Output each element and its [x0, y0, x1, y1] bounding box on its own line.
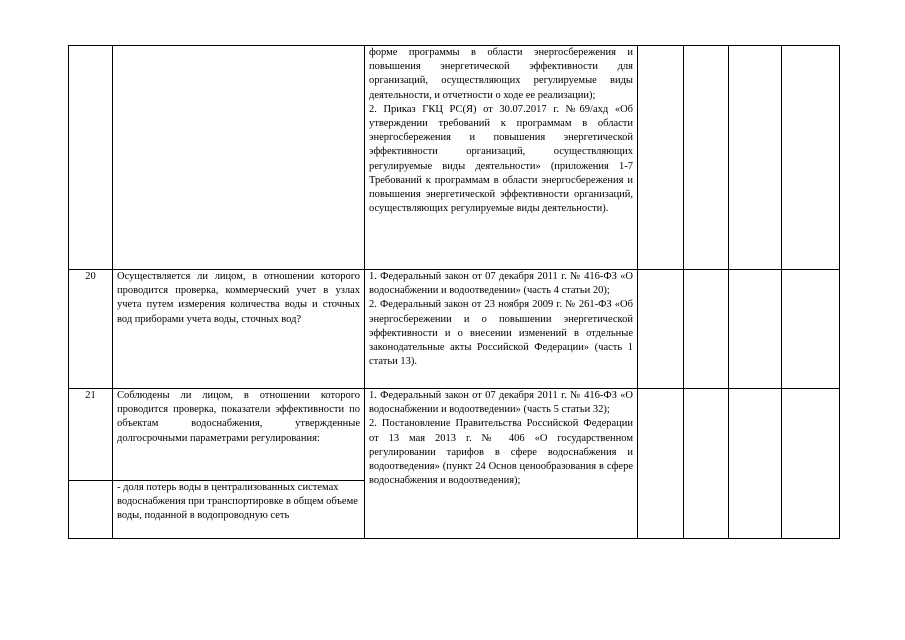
- legal-basis-item: 2. Приказ ГКЦ РС(Я) от 30.07.2017 г. №69/ахд «Об утверждении требований к программам в области энергосбережения и повышения энергетической эффективности организаций, осуществляющих регулируемые виды деятельности» (приложения 1-7 Требований к программам в области энергосбережения и повышения энергетической эффективности организаций, осуществляющих регулируемые виды деятельности).: [369, 103, 633, 215]
- row-number: 20: [69, 270, 113, 389]
- legal-basis-item: 2. Постановление Правительства Российской Федерации от 13 мая 2013 г. № 406 «О государственном регулировании тарифов в сфере водоснабжения и водоотведения» (пункт 24 Основ ценообразования в сфере водоснабжения и водоотведения);: [369, 418, 633, 487]
- table-row: [69, 46, 840, 270]
- checklist-table: [68, 45, 840, 539]
- question-cell: [113, 46, 365, 270]
- notes-cell: [782, 46, 840, 270]
- subitem-cell: - доля потерь воды в централизованных системах водоснабжения при транспортировке в общем объеме воды, поданной в водопроводную сеть: [113, 481, 365, 539]
- answer-cell-yes: [638, 389, 684, 539]
- legal-basis-item: 2. Федеральный закон от 23 ноября 2009 г. № 261-ФЗ «Об энергосбережении и о повышении энергетической эффективности и о внесении изменений в отдельные законодательные акты Российской Федерации» (часть 1 статьи 13).: [369, 299, 633, 368]
- table-row: [69, 270, 840, 389]
- answer-cell-no: [684, 270, 729, 389]
- row-number: 21: [69, 389, 113, 481]
- legal-basis-item: 1. Федеральный закон от 07 декабря 2011 г. № 416-ФЗ «О водоснабжении и водоотведении» (часть 4 статьи 20);: [369, 271, 633, 297]
- legal-basis-cell: [365, 389, 638, 539]
- notes-cell: [782, 270, 840, 389]
- answer-cell-yes: [638, 46, 684, 270]
- legal-basis-item: 1. Федеральный закон от 07 декабря 2011 г. № 416-ФЗ «О водоснабжении и водоотведении» (часть 5 статьи 32);: [369, 390, 633, 416]
- answer-cell-na: [729, 389, 782, 539]
- question-cell: Осуществляется ли лицом, в отношении которого проводится проверка, коммерческий учет в узлах учета путем измерения количества воды и сточных вод приборами учета воды, сточных вод?: [113, 270, 365, 389]
- legal-basis-cell: [365, 46, 638, 270]
- row-number: [69, 46, 113, 270]
- answer-cell-na: [729, 270, 782, 389]
- question-cell: Соблюдены ли лицом, в отношении которого проводится проверка, показатели эффективности по объектам водоснабжения, утвержденные долгосрочными параметрами регулирования:: [113, 389, 365, 481]
- table-row: [69, 389, 840, 481]
- legal-basis-cell: [365, 270, 638, 389]
- answer-cell-no: [684, 46, 729, 270]
- answer-cell-yes: [638, 270, 684, 389]
- answer-cell-no: [684, 389, 729, 539]
- legal-basis-item: форме программы в области энергосбережения и повышения энергетической эффективности для организаций, осуществляющих регулируемые виды деятельности, и отчетности о ходе ее реализации);: [369, 47, 633, 101]
- answer-cell-na: [729, 46, 782, 270]
- notes-cell: [782, 389, 840, 539]
- row-number: [69, 481, 113, 539]
